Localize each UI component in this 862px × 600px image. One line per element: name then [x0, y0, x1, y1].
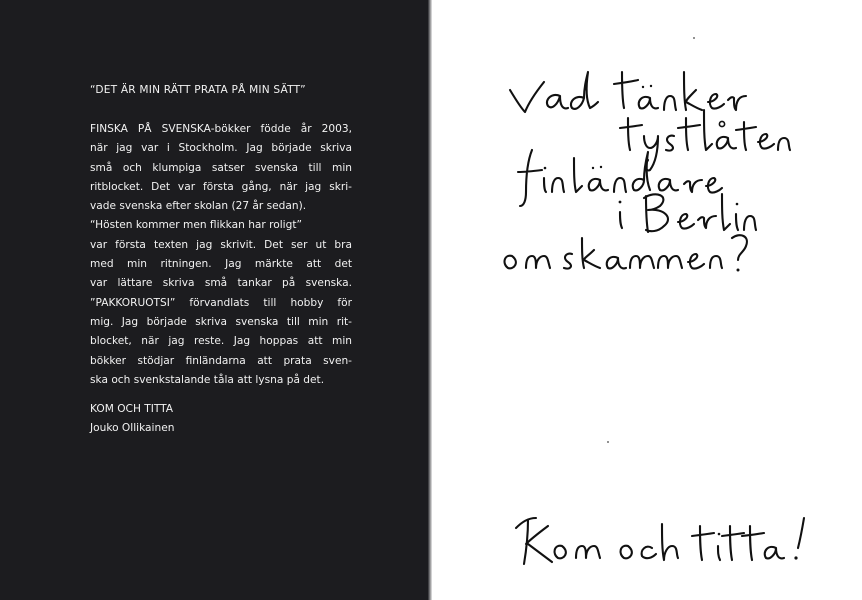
- page-heading: “DET ÄR MIN RÄTT PRATA PÅ MIN SÄTT”: [90, 84, 306, 96]
- body-line: var första texten jag skrivit. Det ser ut bra: [90, 238, 352, 251]
- body-line: bökker stödjar finländarna att prata sven-: [90, 354, 352, 367]
- handwritten-invitation: [516, 518, 804, 564]
- body-line: ska och svenkstalande tåla att lysna på det.: [90, 373, 325, 386]
- body-line: mig. Jag började skriva svenska till min rit-: [90, 315, 352, 328]
- body-line: med min ritningen. Jag märkte att det: [90, 258, 352, 271]
- body-paragraph: [90, 120, 352, 390]
- handwritten-line-3: [518, 150, 722, 206]
- body-line: “Hösten kommer men flikkan har roligt”: [90, 219, 302, 232]
- signature-block: [90, 400, 352, 438]
- handwritten-line-1: [510, 72, 746, 112]
- text-block: [90, 82, 352, 438]
- sign-title: KOM OCH TITTA: [90, 403, 174, 416]
- body-line: när jag var i Stockholm. Jag började skriva: [90, 142, 352, 155]
- right-page: [432, 0, 862, 600]
- author-name: Jouko Ollikainen: [90, 422, 175, 435]
- body-line: blocket, när jag reste. Jag hoppas att min: [90, 335, 352, 348]
- handwritten-line-4: [619, 194, 756, 232]
- handwritten-line-5: [505, 235, 747, 271]
- body-line: var lättare skriva små tankar på svenska.: [90, 277, 352, 290]
- body-line: ”PAKKORUOTSI” förvandlats till hobby för: [90, 296, 352, 309]
- left-page: [0, 0, 428, 600]
- body-line: vade svenska efter skolan (27 år sedan).: [90, 200, 307, 213]
- handwritten-text: [432, 0, 862, 600]
- body-line: ritblocket. Det var första gång, när jag skri-: [90, 180, 352, 193]
- body-line: FINSKA PÅ SVENSKA-bökker födde år 2003,: [90, 123, 352, 135]
- body-line: små och klumpiga satser svenska till min: [90, 161, 352, 174]
